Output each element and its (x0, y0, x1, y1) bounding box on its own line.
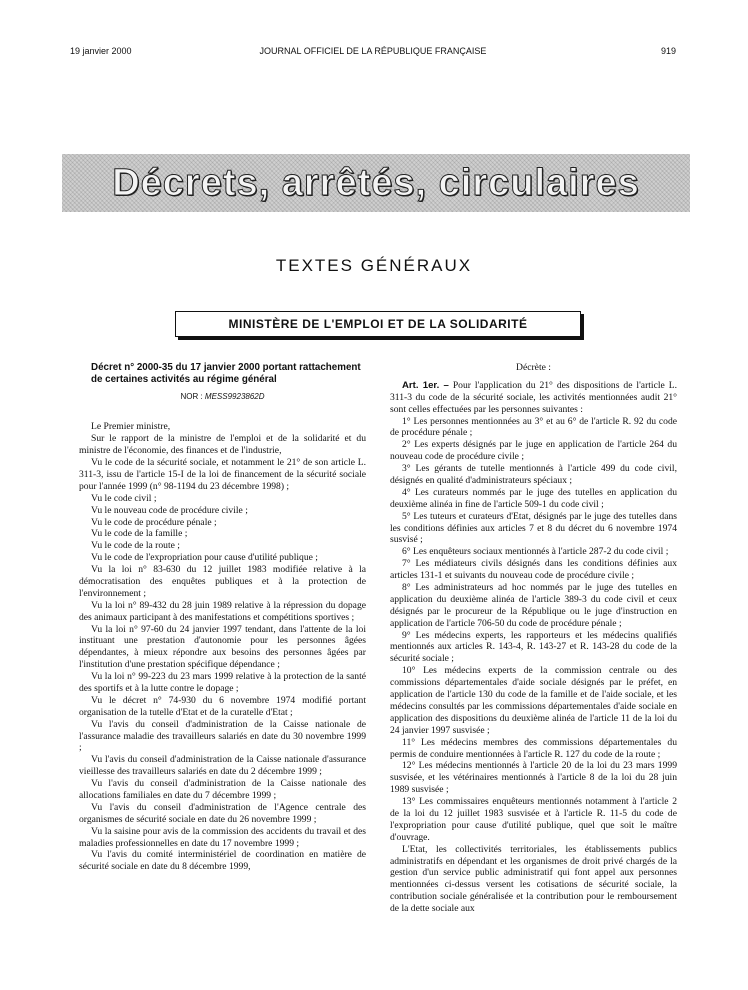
nor-code: MESS9923862D (204, 391, 265, 401)
journal-title: JOURNAL OFFICIEL DE LA RÉPUBLIQUE FRANÇAISE (259, 46, 487, 56)
right-column (390, 362, 677, 915)
ministry-box (175, 311, 581, 337)
section-banner (62, 154, 690, 212)
article-1 (390, 380, 677, 416)
paragraph: 10° Les médecins experts de la commission centrale ou des commissions départementales d'aide sociale désignés par le préfet, en application de l'article 130 du code de la famille et de l'aide sociale, et les médecins consultés par les commissions départementales d'aide sociale en application des dispositions du deuxième alinéa de l'article 11 de la loi du 24 janvier 1997 susvisée ; (390, 665, 677, 736)
left-column (79, 362, 366, 873)
paragraph: 12° Les médecins mentionnés à l'article 20 de la loi du 23 mars 1999 susvisée, et les vétérinaires mentionnés à l'article 8 de la loi du 28 juin 1989 susvisée ; (390, 760, 677, 796)
left-paragraphs (79, 421, 366, 873)
paragraph: Vu l'avis du conseil d'administration de la Caisse nationale d'assurance vieillesse des travailleurs salariés en date du 2 décembre 1999 ; (79, 754, 366, 778)
paragraph: 13° Les commissaires enquêteurs mentionnés notamment à l'article 2 de la loi du 12 juillet 1983 susvisée et à l'article R. 11-5 du code de l'expropriation pour cause d'utilité publique, quel que soit le maître d'ouvrage. (390, 796, 677, 843)
paragraph: 2° Les experts désignés par le juge en application de l'article 264 du nouveau code de procédure civile ; (390, 439, 677, 463)
paragraph: L'Etat, les collectivités territoriales, les établissements publics administratifs en dépendant et les organismes de droit privé chargés de la gestion d'un service public administratif qui font appel aux personnes mentionnées ci-dessus versent les cotisations de sécurité sociale, la contribution sociale généralisée et la contribution pour le remboursement de la dette sociale aux (390, 843, 677, 915)
paragraph: Vu la loi n° 97-60 du 24 janvier 1997 tendant, dans l'attente de la loi instituant une prestation d'autonomie pour les personnes âgées dépendantes, à mieux répondre aux besoins des personnes âgées par l'institution d'une prestation spécifique dépendance ; (79, 623, 366, 671)
paragraph: 5° Les tuteurs et curateurs d'Etat, désignés par le juge des tutelles dans les conditions définies aux articles 7 et 8 du décret du 6 novembre 1974 susvisé ; (390, 510, 677, 546)
paragraph: Vu le code de la famille ; (91, 528, 188, 540)
paragraph: Vu la loi n° 89-432 du 28 juin 1989 relative à la répression du dopage des animaux participant à des manifestations et compétitions sportives ; (79, 599, 366, 623)
paragraph: Vu l'avis du conseil d'administration de l'Agence centrale des organismes de sécurité sociale en date du 26 novembre 1999 ; (79, 801, 366, 825)
paragraph: Vu la saisine pour avis de la commission des accidents du travail et des maladies professionnelles en date du 17 novembre 1999 ; (79, 825, 366, 849)
paragraph: Vu le code de l'expropriation pour cause d'utilité publique ; (91, 552, 318, 564)
paragraph: Vu l'avis du conseil d'administration de la Caisse nationale de l'assurance maladie des travailleurs salariés en date du 30 novembre 1999 ; (79, 718, 366, 754)
nor-reference (79, 392, 366, 402)
article-1-label: Art. 1er. – (402, 379, 449, 391)
paragraph: Vu le nouveau code de procédure civile ; (91, 504, 248, 516)
banner-title: Décrets, arrêtés, circulaires (112, 161, 640, 204)
paragraph: 4° Les curateurs nommés par le juge des tutelles en application du deuxième alinéa in fine de l'article 509-1 du code civil ; (390, 486, 677, 510)
paragraph: Vu le code de procédure pénale ; (91, 516, 217, 528)
article-1-text: Pour l'application du 21° des dispositions de l'article L. 311-3 du code de la sécurité sociale, les activités mentionnées audit 21° sont celles effectuées par les personnes suivantes : (390, 379, 677, 415)
paragraph: 6° Les enquêteurs sociaux mentionnés à l'article 287-2 du code civil ; (402, 546, 669, 558)
paragraph: 8° Les administrateurs ad hoc nommés par le juge des tutelles en application du deuxième alinéa de l'article 389-3 du code civil et ceux désignés par le procureur de la République ou le juge d'instruction en application de l'article 706-50 du code de procédure pénale ; (390, 582, 677, 629)
paragraph: 9° Les médecins experts, les rapporteurs et les médecins qualifiés mentionnés aux articles R. 143-4, R. 143-27 et R. 143-28 du code de la sécurité sociale ; (390, 629, 677, 665)
decrete-heading: Décrète : (516, 362, 551, 373)
issue-date: 19 janvier 2000 (70, 46, 132, 56)
page-number: 919 (660, 46, 676, 56)
right-paragraphs (390, 416, 677, 915)
paragraph: Vu le décret n° 74-930 du 6 novembre 1974 modifié portant organisation de la tutelle d'Etat et de la curatelle d'Etat ; (79, 694, 366, 718)
paragraph: 7° Les médiateurs civils désignés dans les conditions définies aux articles 131-1 et suivants du nouveau code de procédure civile ; (390, 558, 677, 582)
paragraph: Sur le rapport de la ministre de l'emploi et de la solidarité et du ministre de l'économie, des finances et de l'industrie, (79, 433, 366, 457)
paragraph: 3° Les gérants de tutelle mentionnés à l'article 499 du code civil, désignés en qualité d'administrateurs spéciaux ; (390, 463, 677, 487)
paragraph: Vu l'avis du conseil d'administration de la Caisse nationale des allocations familiales en date du 7 décembre 1999 ; (79, 778, 366, 802)
ministry-name: MINISTÈRE DE L'EMPLOI ET DE LA SOLIDARITÉ (228, 317, 528, 331)
paragraph: Vu l'avis du comité interministériel de coordination en matière de sécurité sociale en date du 8 décembre 1999, (79, 849, 366, 873)
paragraph: Vu le code de la route ; (91, 540, 180, 552)
paragraph: 1° Les personnes mentionnées au 3° et au 6° de l'article R. 92 du code de procédure pénale ; (390, 415, 677, 439)
paragraph: Vu le code de la sécurité sociale, et notamment le 21° de son article L. 311-3, issu de l'article 15-I de la loi de financement de la sécurité sociale pour l'année 1999 (n° 98-1194 du 23 décembre 1998) ; (79, 457, 366, 492)
paragraph: Vu la loi n° 83-630 du 12 juillet 1983 modifiée relative à la démocratisation des enquêtes publiques et à la protection de l'environnement ; (79, 564, 366, 599)
nor-label: NOR : (180, 391, 205, 401)
section-title: TEXTES GÉNÉRAUX (275, 256, 473, 275)
paragraph: Le Premier ministre, (91, 421, 171, 433)
paragraph: Vu la loi n° 99-223 du 23 mars 1999 relative à la protection de la santé des sportifs et à la lutte contre le dopage ; (79, 671, 366, 694)
paragraph: 11° Les médecins membres des commissions départementales du permis de conduire mentionnées à l'article R. 127 du code de la route ; (390, 736, 677, 760)
running-header (70, 46, 676, 60)
decree-title: Décret n° 2000-35 du 17 janvier 2000 portant rattachement de certaines activités au régime général (91, 362, 361, 385)
paragraph: Vu le code civil ; (91, 492, 157, 504)
